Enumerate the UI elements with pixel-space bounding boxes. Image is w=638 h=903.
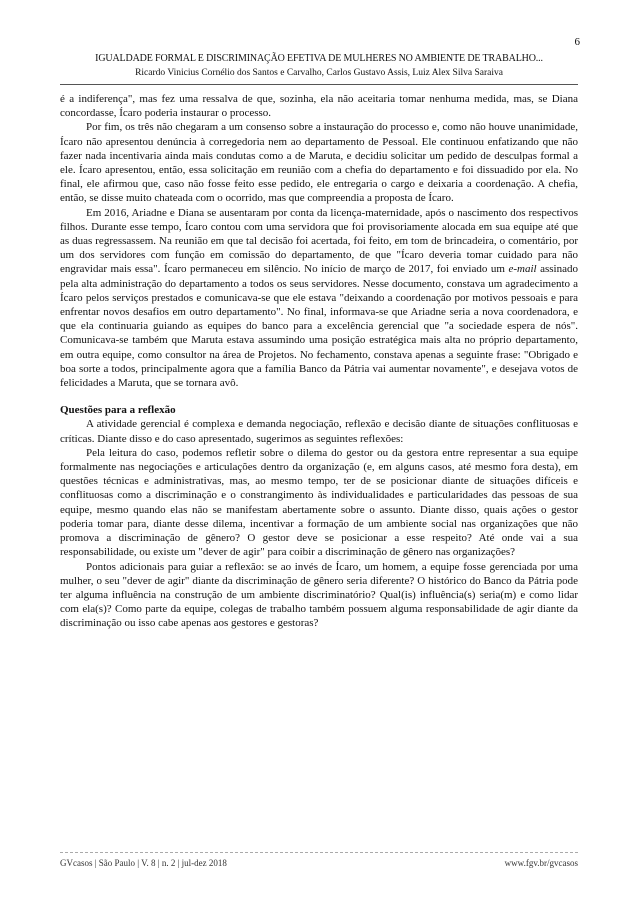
footer-url: www.fgv.br/gvcasos <box>504 858 578 868</box>
paragraph-text: Em 2016, Ariadne e Diana se ausentaram por conta da licença-maternidade, após o nascimento dos respectivos filhos. Durante esse tempo, Ícaro contou com uma servidora que foi provisoriamente alocada em sua equipe até que as duas regressassem. Na reunião em que tal decisão foi acertada, foi feito, em tom de brincadeira, o comentário, por um dos servidores com função em comissão do departamento, de que "Ícaro deveria tomar cuidado para não engravidar mais essa". Ícaro permaneceu em silêncio. No início de março de 2017, foi enviado um <box>60 206 578 276</box>
footer-citation: GVcasos | São Paulo | V. 8 | n. 2 | jul-dez 2018 <box>60 858 227 868</box>
paragraph: Pontos adicionais para guiar a reflexão: se ao invés de Ícaro, um homem, a equipe fosse gerenciada por uma mulher, o seu "dever de agir" diante da discriminação de gênero seria diferente? O histórico do Banco da Pátria pode ter alguma influência na construção de um ambiente discriminatório? Qual(is) influência(s) seria(m) e como lidar com ela(s)? Como parte da equipe, colegas de trabalho também possuem alguma responsabilidade de agir diante da discriminação ou isso cabe apenas aos gestores e gestoras? <box>60 560 578 630</box>
paragraph: Pela leitura do caso, podemos refletir sobre o dilema do gestor ou da gestora entre representar a sua equipe formalmente nas negociações e articulações dentro da organização (e, em alguns casos, até mesmo fora desta), em questões técnicas e administrativas, mas, ao mesmo tempo, ter de se posicionar diante de situações difíceis e conflituosas como a discriminação e o constrangimento às individualidades e particularidades das pessoas de sua equipe, mesmo quando elas não se manifestam abertamente sobre o assunto. Diante disso, quais ações o gestor poderia tomar para, diante desse dilema, incentivar a formação de um ambiente social nas organizações que não promova a discriminação de gênero? O gestor deve se posicionar a esse respeito? Até onde vai a sua responsabilidade, ou existe um "dever de agir" para coibir a discriminação de gênero nas organizações? <box>60 446 578 559</box>
section-heading: Questões para a reflexão <box>60 404 176 417</box>
document-body <box>60 92 578 631</box>
running-header-title: IGUALDADE FORMAL E DISCRIMINAÇÃO EFETIVA DE MULHERES NO AMBIENTE DE TRABALHO... <box>95 53 543 64</box>
paragraph-text: assinado pela alta administração do departamento a todos os seus servidores. Nesse documento, constava um agradecimento a Ícaro pelos serviços prestados e comunicava-se que ele estava "deixando a coordenação por motivos pessoais e para enfrentar novos desafios em outro departamento". No final, informava-se que Ariadne seria a nova coordenadora, e que ela continuaria guiando as equipes do banco para a excelência gerencial que "a sociedade espera de nós". Comunicava-se também que Maruta estava assumindo uma posição estratégica mais alta no próprio departamento, em outra equipe, como consultor na área de Projetos. No fechamento, constava apenas a seguinte frase: "Obrigado e boa sorte a todos, principalmente agora que a família Banco da Pátria vai aumentar novamente", e desejava votos de felicidades a Maruta, que se tornara avô. <box>60 263 578 390</box>
paragraph-continuation: é a indiferença", mas fez uma ressalva de que, sozinha, ela não aceitaria tomar nenhuma medida, mas, se Diana concordasse, Ícaro poderia instaurar o processo. <box>60 93 578 120</box>
page-number: 6 <box>574 36 580 48</box>
header-divider <box>60 84 578 85</box>
running-header-authors: Ricardo Vinicius Cornélio dos Santos e Carvalho, Carlos Gustavo Assis, Luiz Alex Silva Saraiva <box>135 68 503 78</box>
paragraph: Por fim, os três não chegaram a um consenso sobre a instauração do processo e, como não houve unanimidade, Ícaro não apresentou denúncia à corregedoria nem ao departamento de Pessoal. Ele continuou enfatizando que não fazer nada incentivaria ainda mais condutas como a de Maruta, e decidiu solicitar um pedido de desculpas formal a ele. Ícaro apresentou, então, essa solicitação em reunião com a chefia do departamento e foi dissuadido por ela. No final, ele afirmou que, caso não fosse feito esse pedido, ele entregaria o cargo e deixaria a coordenação. A chefia, então, se disse muito chateada com o ocorrido, mas que compreendia a proposta de Ícaro. <box>60 121 578 205</box>
footer-divider <box>60 852 578 853</box>
paragraph <box>60 206 578 391</box>
paragraph: A atividade gerencial é complexa e demanda negociação, reflexão e decisão diante de situações conflituosas e críticas. Diante disso e do caso apresentado, sugerimos as seguintes reflexões: <box>60 418 578 445</box>
italic-term: e-mail <box>508 263 537 276</box>
